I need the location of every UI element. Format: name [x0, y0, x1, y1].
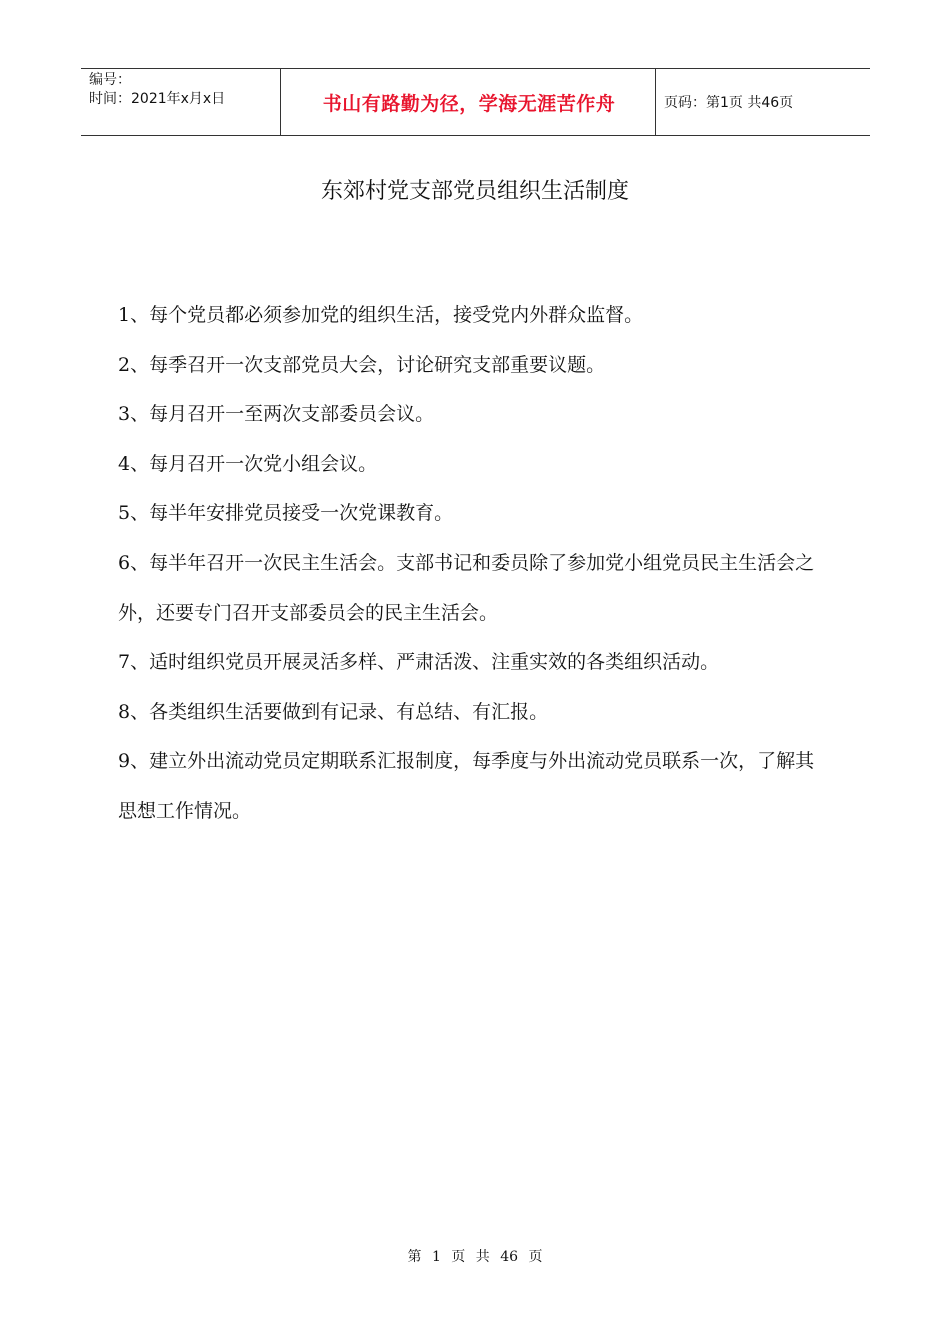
paragraph-6: 6、每半年召开一次民主生活会。支部书记和委员除了参加党小组党员民主生活会之外，还要专门召开支部委员会的民主生活会。: [118, 551, 815, 624]
time-label: 时间：2021年x月x日: [89, 91, 226, 107]
header-meta: [89, 71, 225, 109]
paragraph-9: 9、建立外出流动党员定期联系汇报制度，每季度与外出流动党员联系一次，了解其思想工作情况。: [118, 750, 815, 822]
document-title: 东郊村党支部党员组织生活制度: [320, 179, 629, 204]
header-page-info: 页码：第1页 共46页: [664, 95, 794, 111]
paragraph-8: 8、各类组织生活要做到有记录、有总结、有汇报。: [118, 700, 549, 723]
header-divider: [280, 69, 281, 135]
paragraph-3: 3、每月召开一至两次支部委员会议。: [118, 403, 435, 426]
header-motto: 书山有路勤为径，学海无涯苦作舟: [322, 92, 616, 115]
paragraph-1: 1、每个党员都必须参加党的组织生活，接受党内外群众监督。: [118, 304, 644, 326]
page-footer: 第 1 页 共 46 页: [407, 1249, 543, 1265]
header-divider: [655, 69, 656, 135]
paragraph-4: 4、每月召开一次党小组会议。: [118, 452, 378, 475]
paragraph-5: 5、每半年安排党员接受一次党课教育。: [118, 502, 454, 525]
page-header: [81, 68, 870, 136]
document-body: [118, 291, 830, 837]
paragraph-2: 2、每季召开一次支部党员大会，讨论研究支部重要议题。: [118, 353, 606, 376]
paragraph-7: 7、适时组织党员开展灵活多样、严肃活泼、注重实效的各类组织活动。: [118, 651, 720, 674]
number-label: 编号：: [89, 72, 131, 88]
